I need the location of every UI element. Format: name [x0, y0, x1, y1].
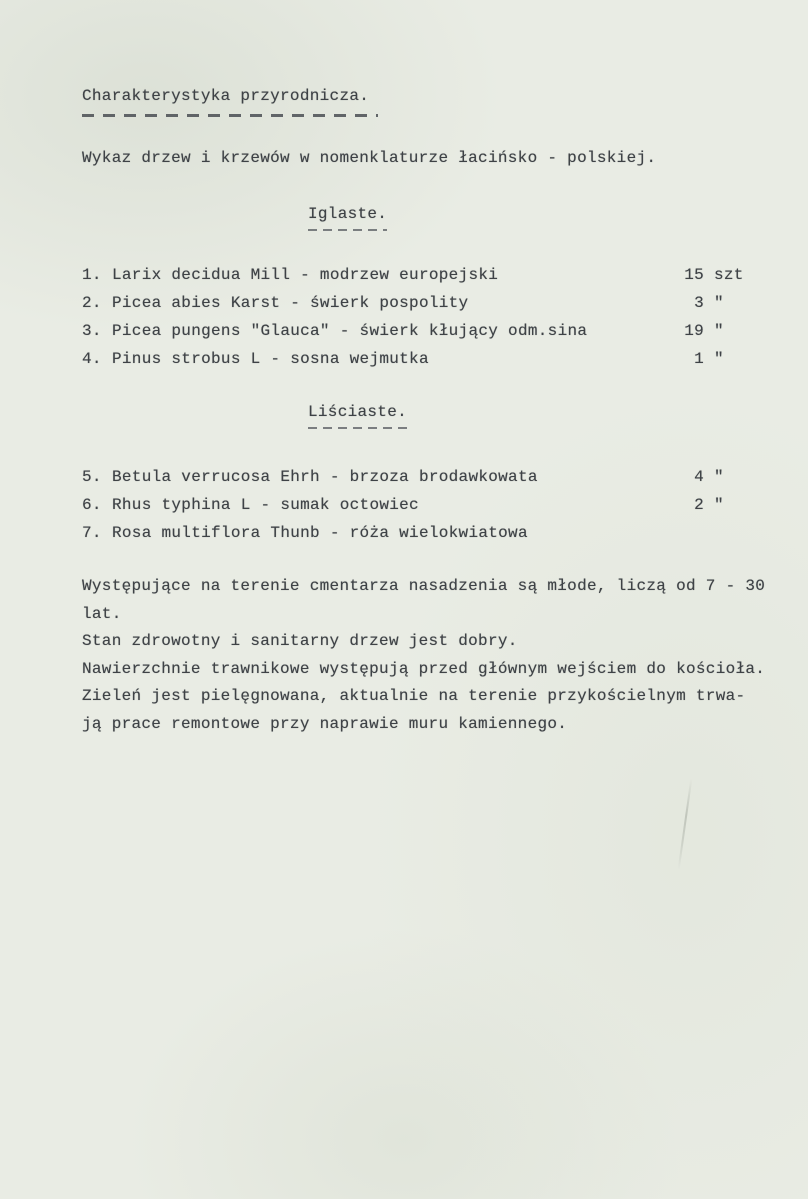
- document-subtitle: Wykaz drzew i krzewów w nomenklaturze łacińsko - polskiej.: [82, 149, 657, 167]
- paragraph-line: ją prace remontowe przy naprawie muru kamiennego.: [82, 714, 568, 733]
- document-title: Charakterystyka przyrodnicza.: [82, 87, 370, 105]
- item-number: 3.: [82, 322, 102, 340]
- item-number: 2.: [82, 294, 102, 312]
- list-item: [82, 289, 760, 317]
- scan-crease-mark: [678, 778, 693, 869]
- item-number: 6.: [82, 496, 102, 514]
- list-item: [82, 261, 760, 289]
- paragraph-line: Nawierzchnie trawnikowe występują przed głównym wejściem do kościoła.: [82, 659, 766, 678]
- item-text: Picea pungens "Glauca" - świerk kłujący odm.sina: [112, 322, 588, 340]
- item-number: 5.: [82, 468, 102, 486]
- item-text: Pinus strobus L - sosna wejmutka: [112, 350, 429, 368]
- item-text: Picea abies Karst - świerk pospolity: [112, 294, 469, 312]
- body-paragraphs: [82, 573, 766, 738]
- item-unit: ": [714, 322, 724, 340]
- item-text: Rosa multiflora Thunb - róża wielokwiatowa: [112, 524, 528, 542]
- list-item: [82, 519, 760, 547]
- section-coniferous-heading-wrap: [308, 205, 387, 231]
- list-item: [82, 345, 760, 373]
- lisciaste-dashed-underline: [308, 427, 407, 429]
- item-quantity: 15: [684, 266, 704, 284]
- item-unit: ": [714, 350, 724, 368]
- item-number: 4.: [82, 350, 102, 368]
- item-quantity: 1: [694, 350, 704, 368]
- title-dashed-underline: [82, 114, 378, 117]
- section-heading-lisciaste: Liściaste.: [308, 403, 408, 421]
- item-text: Rhus typhina L - sumak octowiec: [112, 496, 419, 514]
- list-item: [82, 463, 760, 491]
- section-deciduous-heading-wrap: [308, 403, 407, 429]
- item-quantity: 19: [684, 322, 704, 340]
- list-item: [82, 317, 760, 345]
- paragraph-line: Stan zdrowotny i sanitarny drzew jest dobry.: [82, 632, 518, 650]
- section-heading-iglaste: Iglaste.: [308, 205, 388, 223]
- iglaste-dashed-underline: [308, 229, 387, 231]
- deciduous-list: [82, 463, 760, 547]
- paragraph-line: Występujące na terenie cmentarza nasadzenia są młode, liczą od 7 - 30: [82, 577, 766, 595]
- item-unit: szt: [714, 266, 744, 284]
- paragraph-line: Zieleń jest pielęgnowana, aktualnie na terenie przykościelnym trwa-: [82, 687, 746, 705]
- item-quantity: 2: [694, 496, 704, 514]
- item-text: Larix decidua Mill - modrzew europejski: [112, 266, 499, 284]
- item-text: Betula verrucosa Ehrh - brzoza brodawkowata: [112, 468, 538, 486]
- list-item: [82, 491, 760, 519]
- item-number: 7.: [82, 524, 102, 542]
- item-unit: ": [714, 468, 724, 486]
- item-quantity: 4: [694, 468, 704, 486]
- item-unit: ": [714, 496, 724, 514]
- paragraph-line: lat.: [82, 604, 122, 623]
- item-quantity: 3: [694, 294, 704, 312]
- item-unit: ": [714, 294, 724, 312]
- title-block: [82, 86, 760, 117]
- coniferous-list: [82, 261, 760, 373]
- item-number: 1.: [82, 266, 102, 284]
